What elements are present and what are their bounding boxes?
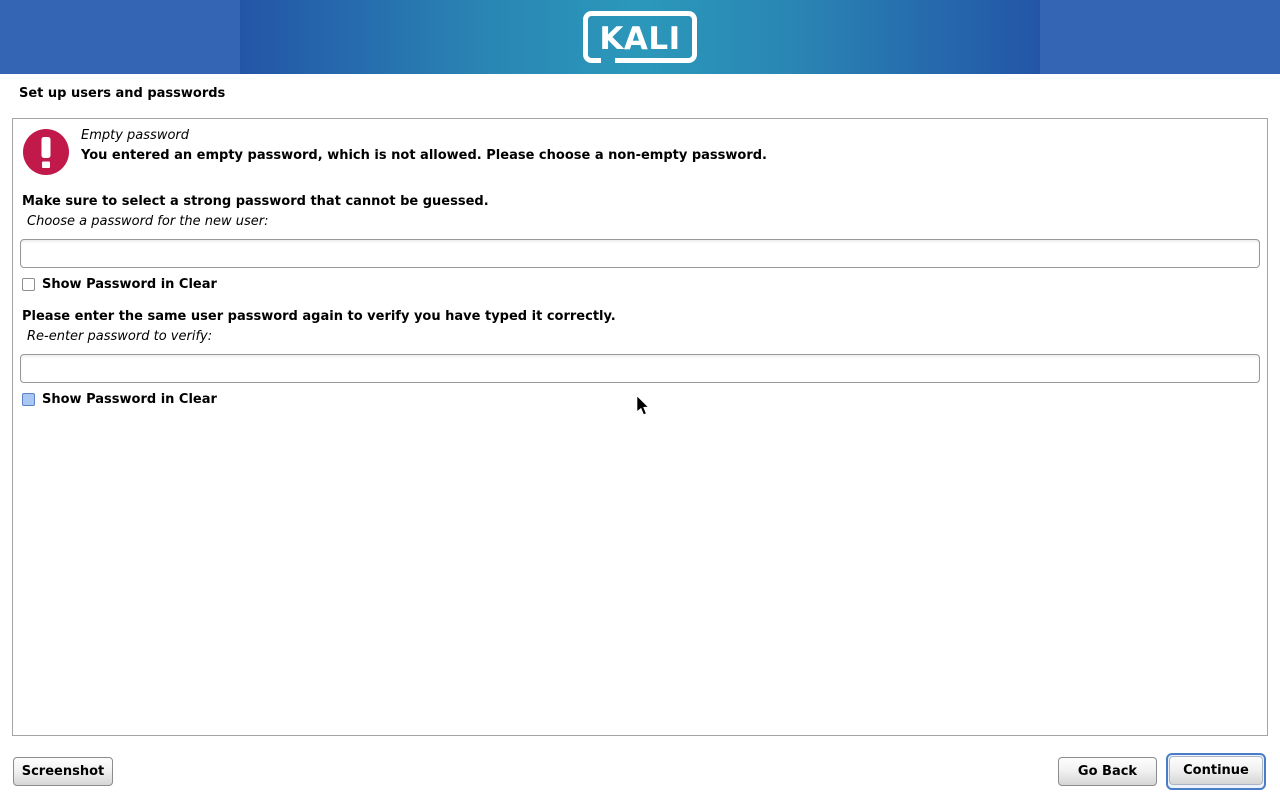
continue-button-focus-ring — [1166, 753, 1266, 790]
verify-field-label: Re-enter password to verify: — [27, 329, 213, 344]
password-instruction: Make sure to select a strong password that cannot be guessed. — [22, 194, 489, 209]
alert-title: Empty password — [81, 128, 189, 143]
error-exclamation-icon — [23, 129, 69, 175]
show-password-verify-row[interactable] — [22, 392, 217, 407]
kali-logo-text: KALI — [599, 21, 681, 57]
banner-gradient — [240, 0, 1040, 74]
show-password-verify-checkbox[interactable] — [22, 393, 35, 406]
kali-logo — [583, 11, 697, 63]
show-password-checkbox[interactable] — [22, 278, 35, 291]
alert-message: You entered an empty password, which is not allowed. Please choose a non-empty password. — [81, 148, 767, 163]
screenshot-button[interactable]: Screenshot — [13, 757, 113, 786]
continue-button[interactable]: Continue — [1169, 756, 1263, 785]
verify-instruction: Please enter the same user password again to verify you have typed it correctly. — [22, 309, 616, 324]
go-back-button[interactable]: Go Back — [1058, 757, 1157, 786]
banner — [0, 0, 1280, 74]
verify-password-input[interactable] — [20, 354, 1260, 383]
show-password-row[interactable] — [22, 277, 217, 292]
page-title: Set up users and passwords — [19, 86, 226, 101]
password-field-label: Choose a password for the new user: — [27, 214, 269, 229]
password-input[interactable] — [20, 239, 1260, 268]
show-password-label: Show Password in Clear — [42, 277, 217, 292]
show-password-verify-label: Show Password in Clear — [42, 392, 217, 407]
content-panel — [12, 118, 1268, 736]
